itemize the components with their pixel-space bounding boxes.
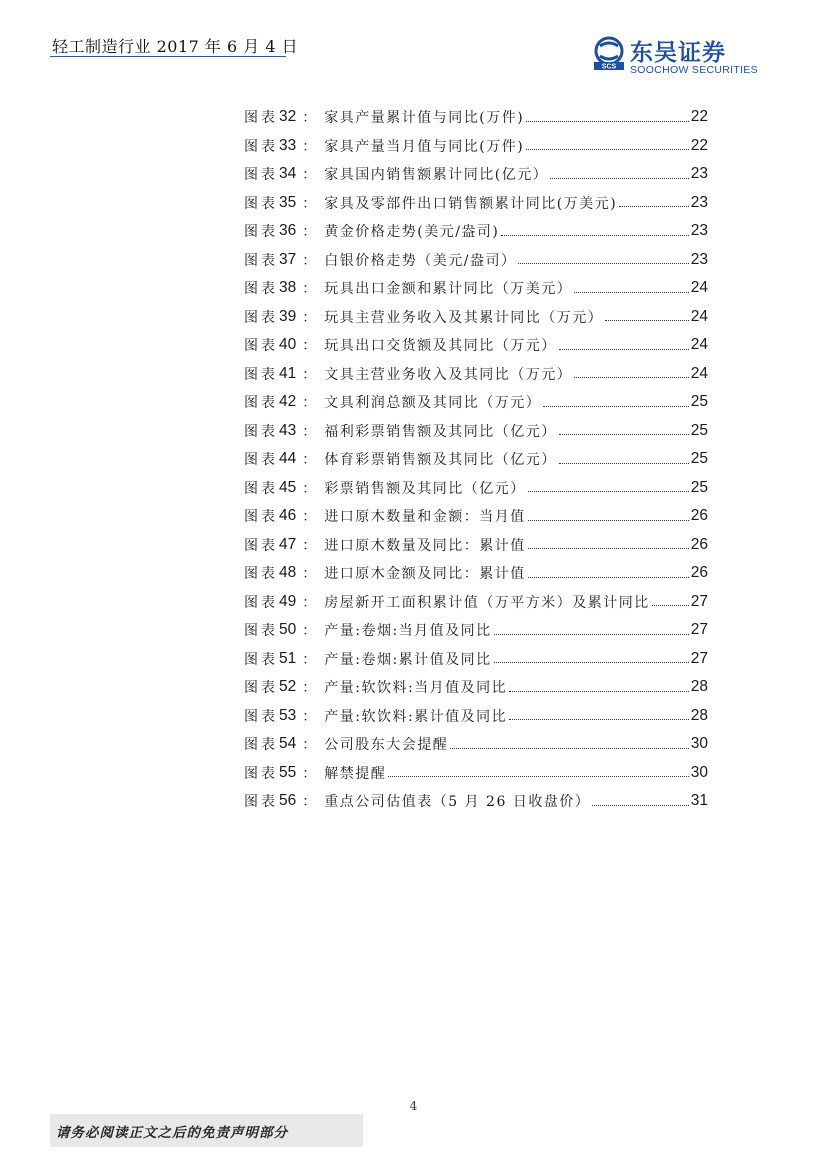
toc-entry-page: 23 (690, 165, 708, 183)
toc-entry-prefix: 图表 (244, 252, 278, 269)
toc-entry-title: 进口原木数量及同比：累计值 (324, 537, 526, 554)
toc-entry-page: 27 (690, 592, 708, 610)
toc-entry-page: 24 (690, 364, 708, 382)
toc-entry-number: 38 (279, 279, 297, 297)
toc-entry[interactable] (244, 160, 708, 189)
toc-entry-prefix: 图表 (244, 452, 278, 469)
toc-entry[interactable] (244, 303, 708, 332)
toc-dot-leader (501, 235, 688, 236)
toc-entry-colon: ： (302, 509, 317, 526)
toc-entry-title: 解禁提醒 (324, 765, 387, 782)
toc-entry-prefix: 图表 (244, 651, 278, 668)
toc-entry[interactable] (244, 502, 708, 531)
toc-entry-colon: ： (302, 110, 317, 127)
toc-entry-number: 54 (279, 735, 297, 753)
toc-entry-number: 39 (279, 307, 297, 325)
toc-entry-prefix: 图表 (244, 281, 278, 298)
toc-entry[interactable] (244, 787, 708, 816)
logo-name-cn: 东吴证券 (630, 40, 726, 66)
toc-dot-leader (559, 463, 689, 464)
toc-entry-number: 37 (279, 250, 297, 268)
toc-entry-prefix: 图表 (244, 110, 278, 127)
toc-entry[interactable] (244, 759, 708, 788)
toc-entry[interactable] (244, 616, 708, 645)
toc-entry-prefix: 图表 (244, 480, 278, 497)
toc-entry-title: 彩票销售额及其同比（亿元） (324, 480, 526, 497)
toc-dot-leader (619, 206, 689, 207)
toc-entry-page: 28 (690, 678, 708, 696)
toc-entry[interactable] (244, 531, 708, 560)
toc-dot-leader (559, 434, 689, 435)
toc-entry-title: 玩具出口交货额及其同比（万元） (324, 338, 557, 355)
toc-entry-number: 32 (279, 108, 297, 126)
toc-entry-prefix: 图表 (244, 366, 278, 383)
toc-entry-number: 51 (279, 649, 297, 667)
toc-entry[interactable] (244, 388, 708, 417)
toc-entry-prefix: 图表 (244, 338, 278, 355)
toc-entry-number: 45 (279, 478, 297, 496)
toc-entry-title: 家具国内销售额累计同比(亿元） (324, 167, 549, 184)
footer-disclaimer-band (50, 1114, 363, 1147)
toc-entry-page: 30 (690, 763, 708, 781)
toc-entry-prefix: 图表 (244, 708, 278, 725)
toc-entry-title: 房屋新开工面积累计值（万平方米）及累计同比 (324, 594, 650, 611)
toc-entry-page: 25 (690, 393, 708, 411)
toc-entry-colon: ： (302, 138, 317, 155)
toc-entry[interactable] (244, 331, 708, 360)
toc-entry-prefix: 图表 (244, 195, 278, 212)
toc-entry[interactable] (244, 445, 708, 474)
toc-entry-number: 50 (279, 621, 297, 639)
toc-entry-page: 27 (690, 649, 708, 667)
toc-entry[interactable] (244, 673, 708, 702)
toc-entry-prefix: 图表 (244, 167, 278, 184)
toc-dot-leader (528, 577, 689, 578)
toc-dot-leader (543, 406, 689, 407)
toc-entry-page: 31 (690, 792, 708, 810)
toc-entry-prefix: 图表 (244, 680, 278, 697)
toc-dot-leader (574, 292, 689, 293)
toc-entry-colon: ： (302, 224, 317, 241)
header-underline (50, 56, 286, 57)
toc-entry-prefix: 图表 (244, 224, 278, 241)
toc-entry-colon: ： (302, 252, 317, 269)
toc-entry-title: 重点公司估值表（5 月 26 日收盘价） (324, 794, 591, 811)
toc-entry-page: 22 (690, 108, 708, 126)
toc-entry-colon: ： (302, 794, 317, 811)
toc-entry-number: 41 (279, 364, 297, 382)
toc-entry-colon: ： (302, 765, 317, 782)
toc-entry-page: 23 (690, 250, 708, 268)
toc-entry-colon: ： (302, 594, 317, 611)
toc-entry-colon: ： (302, 309, 317, 326)
toc-entry-title: 家具产量累计值与同比(万件) (324, 110, 525, 127)
toc-entry-page: 24 (690, 336, 708, 354)
toc-entry-page: 26 (690, 535, 708, 553)
toc-entry-number: 42 (279, 393, 297, 411)
toc-entry-title: 产量:卷烟:当月值及同比 (324, 623, 492, 640)
toc-dot-leader (605, 320, 689, 321)
toc-entry-colon: ： (302, 366, 317, 383)
toc-entry-page: 26 (690, 507, 708, 525)
toc-entry-number: 36 (279, 222, 297, 240)
toc-entry[interactable] (244, 730, 708, 759)
toc-entry-colon: ： (302, 338, 317, 355)
toc-entry-page: 26 (690, 564, 708, 582)
toc-entry-page: 28 (690, 706, 708, 724)
toc-entry[interactable] (244, 645, 708, 674)
toc-dot-leader (574, 377, 689, 378)
toc-dot-leader (526, 149, 689, 150)
toc-entry-title: 产量:卷烟:累计值及同比 (324, 651, 492, 668)
toc-entry-page: 30 (690, 735, 708, 753)
toc-entry-number: 35 (279, 193, 297, 211)
toc-entry-number: 34 (279, 165, 297, 183)
toc-entry-number: 49 (279, 592, 297, 610)
toc-entry-page: 27 (690, 621, 708, 639)
toc-dot-leader (550, 178, 689, 179)
toc-entry-number: 55 (279, 763, 297, 781)
figure-list (244, 103, 708, 816)
toc-entry-number: 53 (279, 706, 297, 724)
toc-entry-number: 43 (279, 421, 297, 439)
toc-entry-prefix: 图表 (244, 395, 278, 412)
scs-logo-icon (592, 36, 626, 70)
toc-dot-leader (528, 548, 689, 549)
toc-entry-colon: ： (302, 651, 317, 668)
logo-name-en: SOOCHOW SECURITIES (630, 64, 758, 76)
toc-entry[interactable] (244, 360, 708, 389)
toc-entry-title: 白银价格走势（美元/盎司） (324, 252, 517, 269)
toc-entry[interactable] (244, 189, 708, 218)
toc-entry[interactable] (244, 132, 708, 161)
toc-entry-colon: ： (302, 737, 317, 754)
toc-entry-prefix: 图表 (244, 138, 278, 155)
company-logo (592, 34, 762, 76)
toc-entry-colon: ： (302, 537, 317, 554)
report-header-title: 轻工制造行业 2017 年 6 月 4 日 (52, 37, 299, 56)
toc-dot-leader (494, 662, 689, 663)
toc-entry-page: 25 (690, 478, 708, 496)
toc-entry-title: 文具利润总额及其同比（万元） (324, 395, 542, 412)
logo-mark-text: SCS (601, 63, 617, 70)
toc-dot-leader (518, 263, 688, 264)
toc-entry-number: 46 (279, 507, 297, 525)
toc-dot-leader (652, 605, 689, 606)
toc-entry-colon: ： (302, 480, 317, 497)
toc-entry-title: 产量:软饮料:当月值及同比 (324, 680, 508, 697)
toc-entry-colon: ： (302, 167, 317, 184)
toc-entry-prefix: 图表 (244, 623, 278, 640)
toc-entry-title: 进口原木金额及同比：累计值 (324, 566, 526, 583)
toc-dot-leader (528, 520, 689, 521)
toc-dot-leader (526, 121, 689, 122)
toc-entry-page: 23 (690, 193, 708, 211)
toc-entry-page: 24 (690, 307, 708, 325)
toc-dot-leader (450, 748, 689, 749)
toc-entry-prefix: 图表 (244, 794, 278, 811)
toc-entry[interactable] (244, 588, 708, 617)
toc-entry[interactable] (244, 217, 708, 246)
toc-dot-leader (388, 776, 689, 777)
toc-entry-page: 25 (690, 421, 708, 439)
toc-dot-leader (528, 491, 689, 492)
toc-entry-prefix: 图表 (244, 309, 278, 326)
toc-entry-page: 24 (690, 279, 708, 297)
toc-entry-colon: ： (302, 423, 317, 440)
toc-entry-title: 玩具主营业务收入及其累计同比（万元） (324, 309, 604, 326)
toc-entry-colon: ： (302, 195, 317, 212)
page-number: 4 (409, 1099, 418, 1113)
toc-entry-number: 44 (279, 450, 297, 468)
toc-entry-title: 公司股东大会提醒 (324, 737, 449, 754)
toc-entry-title: 进口原木数量和金额：当月值 (324, 509, 526, 526)
toc-entry-title: 体育彩票销售额及其同比（亿元） (324, 452, 557, 469)
toc-dot-leader (509, 719, 689, 720)
toc-dot-leader (494, 634, 689, 635)
toc-entry[interactable] (244, 246, 708, 275)
toc-entry-title: 家具产量当月值与同比(万件) (324, 138, 525, 155)
toc-entry-colon: ： (302, 708, 317, 725)
toc-entry[interactable] (244, 274, 708, 303)
toc-entry-number: 33 (279, 136, 297, 154)
toc-entry-title: 黄金价格走势(美元/盎司) (324, 224, 500, 241)
toc-entry-prefix: 图表 (244, 423, 278, 440)
toc-entry[interactable] (244, 559, 708, 588)
toc-entry-prefix: 图表 (244, 566, 278, 583)
toc-entry-number: 52 (279, 678, 297, 696)
toc-entry[interactable] (244, 103, 708, 132)
toc-entry[interactable] (244, 702, 708, 731)
toc-entry-title: 家具及零部件出口销售额累计同比(万美元) (324, 195, 618, 212)
toc-entry-colon: ： (302, 680, 317, 697)
toc-entry-number: 48 (279, 564, 297, 582)
toc-entry-page: 25 (690, 450, 708, 468)
toc-entry-page: 22 (690, 136, 708, 154)
footer-disclaimer: 请务必阅读正文之后的免责声明部分 (56, 1125, 288, 1141)
toc-entry[interactable] (244, 474, 708, 503)
toc-entry-title: 福利彩票销售额及其同比（亿元） (324, 423, 557, 440)
toc-entry[interactable] (244, 417, 708, 446)
toc-entry-title: 玩具出口金额和累计同比（万美元） (324, 281, 573, 298)
toc-entry-number: 56 (279, 792, 297, 810)
toc-entry-prefix: 图表 (244, 537, 278, 554)
toc-entry-colon: ： (302, 566, 317, 583)
toc-entry-colon: ： (302, 395, 317, 412)
toc-entry-page: 23 (690, 222, 708, 240)
toc-dot-leader (592, 805, 688, 806)
toc-entry-title: 产量:软饮料:累计值及同比 (324, 708, 508, 725)
toc-entry-colon: ： (302, 623, 317, 640)
toc-entry-title: 文具主营业务收入及其同比（万元） (324, 366, 573, 383)
toc-entry-number: 47 (279, 535, 297, 553)
toc-dot-leader (509, 691, 689, 692)
toc-entry-number: 40 (279, 336, 297, 354)
toc-dot-leader (559, 349, 689, 350)
toc-entry-prefix: 图表 (244, 594, 278, 611)
toc-entry-prefix: 图表 (244, 509, 278, 526)
toc-entry-colon: ： (302, 281, 317, 298)
toc-entry-prefix: 图表 (244, 737, 278, 754)
toc-entry-prefix: 图表 (244, 765, 278, 782)
toc-entry-colon: ： (302, 452, 317, 469)
